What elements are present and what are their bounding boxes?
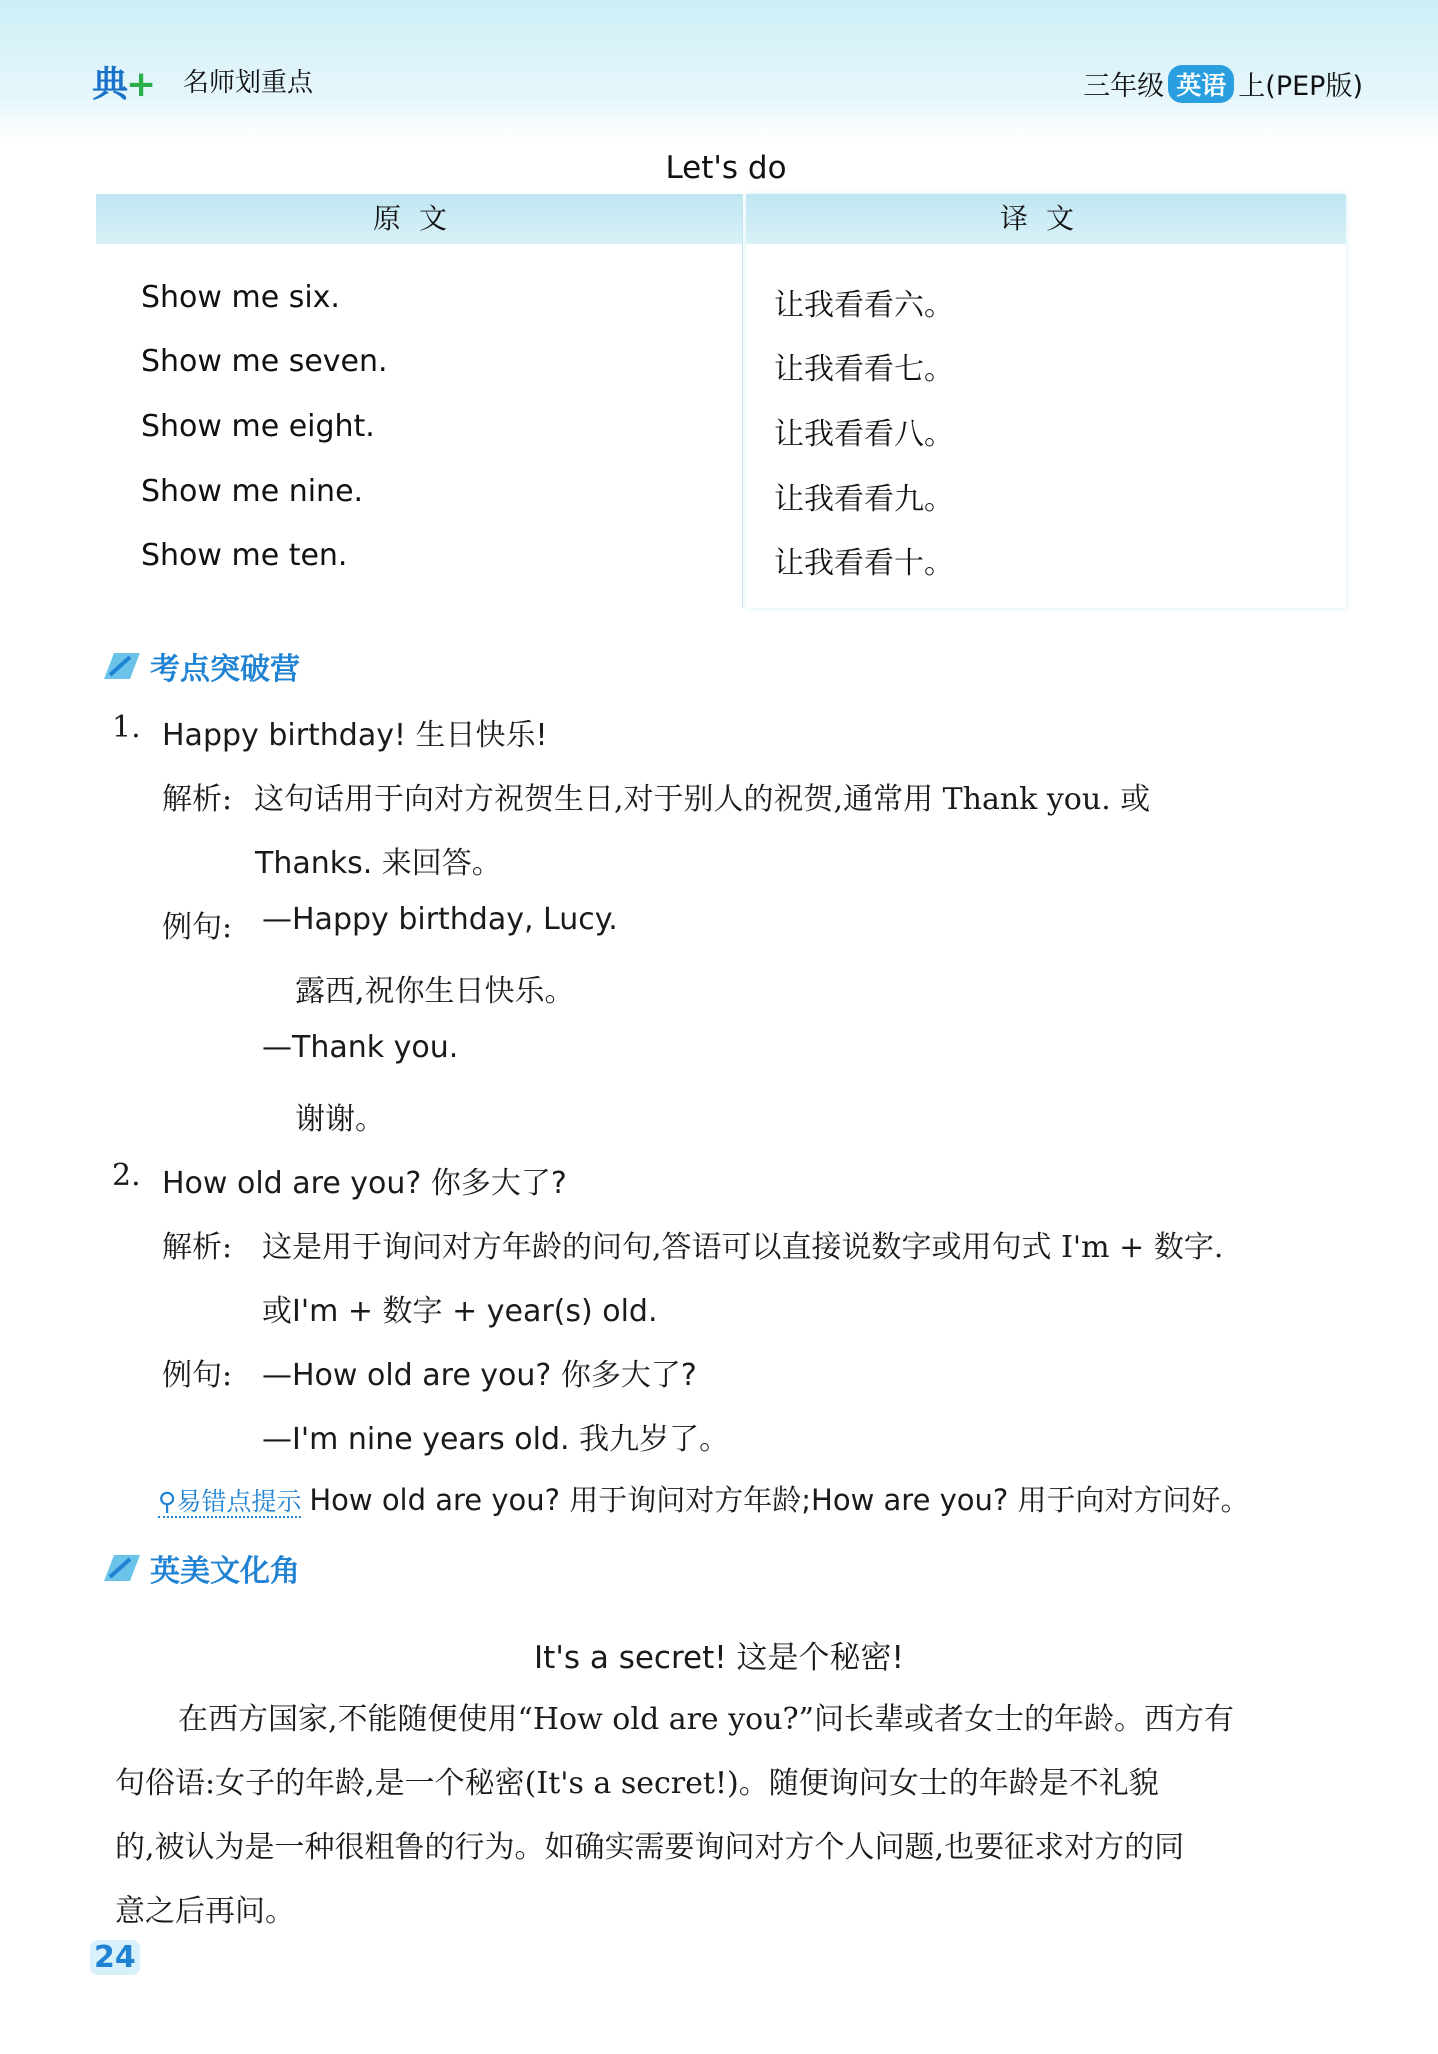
example-line: —Thank you. — [262, 1030, 459, 1065]
table-row-translation: 让我看看七。 — [774, 352, 954, 387]
kaodian-heading-text: 考点突破营 — [150, 652, 300, 687]
culture-paragraph-line: 在西方国家,不能随便使用“How old are you?”问长辈或者女士的年龄。西方有 — [178, 1702, 1234, 1737]
culture-paragraph-line: 的,被认为是一种很粗鲁的行为。如确实需要询问对方个人问题,也要征求对方的同 — [115, 1830, 1185, 1865]
example-line: 谢谢。 — [295, 1102, 385, 1137]
original-column-header: 原文 — [96, 194, 742, 244]
table-row-translation: 让我看看十。 — [774, 546, 954, 581]
page-number: 24 — [90, 1940, 140, 1975]
grade-prefix: 三年级 — [1083, 71, 1165, 102]
translation-column-header: 译文 — [746, 194, 1346, 244]
item-number: 1. — [112, 710, 141, 745]
pen-book-icon — [100, 1551, 144, 1585]
item-number: 2. — [112, 1158, 141, 1193]
item-title: Happy birthday! 生日快乐! — [162, 718, 548, 753]
analysis-label: 解析: — [162, 782, 233, 817]
brand-subtitle: 名师划重点 — [183, 68, 314, 98]
grade-suffix: 上(PEP版) — [1238, 71, 1363, 102]
culture-heading — [100, 1546, 300, 1590]
analysis-text: 这是用于询问对方年龄的问句,答语可以直接说数字或用句式 I'm + 数字. — [262, 1230, 1224, 1265]
mistake-tip-label — [158, 1487, 301, 1518]
magnifier-icon: ⚲ — [158, 1487, 177, 1516]
table-row-original: Show me ten. — [141, 538, 348, 573]
mistake-tip — [158, 1478, 1250, 1519]
pen-book-icon — [100, 649, 144, 683]
table-row-original: Show me seven. — [141, 344, 388, 379]
item-title: How old are you? 你多大了? — [162, 1166, 567, 1201]
example-label: 例句: — [162, 1358, 233, 1393]
example-line: —How old are you? 你多大了? — [262, 1358, 697, 1393]
table-row-translation: 让我看看九。 — [774, 482, 954, 517]
table-row-translation: 让我看看六。 — [774, 288, 954, 323]
example-line: 露西,祝你生日快乐。 — [295, 974, 575, 1009]
table-row-original: Show me nine. — [141, 474, 364, 509]
mistake-tip-text: How old are you? 用于询问对方年龄;How are you? 用于向对方问好。 — [309, 1483, 1250, 1517]
translation-table — [96, 194, 1346, 608]
analysis-label: 解析: — [162, 1230, 233, 1265]
subject-pill: 英语 — [1168, 65, 1234, 103]
table-row-original: Show me six. — [141, 280, 340, 315]
culture-paragraph-line: 句俗语:女子的年龄,是一个秘密(It's a secret!)。随便询问女士的年龄是不礼貌 — [115, 1766, 1159, 1801]
analysis-text-cont: Thanks. 来回答。 — [255, 846, 502, 881]
example-line: —I'm nine years old. 我九岁了。 — [262, 1422, 730, 1457]
mistake-tip-label-text: 易错点提示 — [176, 1487, 302, 1516]
analysis-text-cont: 或I'm + 数字 + year(s) old. — [262, 1294, 658, 1329]
culture-title: It's a secret! 这是个秘密! — [534, 1640, 904, 1676]
culture-heading-text: 英美文化角 — [150, 1554, 300, 1589]
kaodian-heading — [100, 644, 300, 688]
original-column — [96, 194, 743, 608]
grade-label — [1083, 64, 1363, 103]
lets-do-title: Let's do — [665, 150, 787, 186]
example-line: —Happy birthday, Lucy. — [262, 902, 618, 937]
logo-text: 典 — [92, 64, 127, 105]
translation-column — [746, 194, 1346, 608]
table-row-translation: 让我看看八。 — [774, 417, 954, 452]
example-label: 例句: — [162, 910, 233, 945]
table-row-original: Show me eight. — [141, 409, 375, 444]
brand-logo — [92, 56, 155, 105]
analysis-text: 这句话用于向对方祝贺生日,对于别人的祝贺,通常用 Thank you. 或 — [254, 782, 1151, 817]
culture-paragraph-line: 意之后再问。 — [115, 1894, 295, 1929]
logo-plus: + — [126, 64, 155, 105]
